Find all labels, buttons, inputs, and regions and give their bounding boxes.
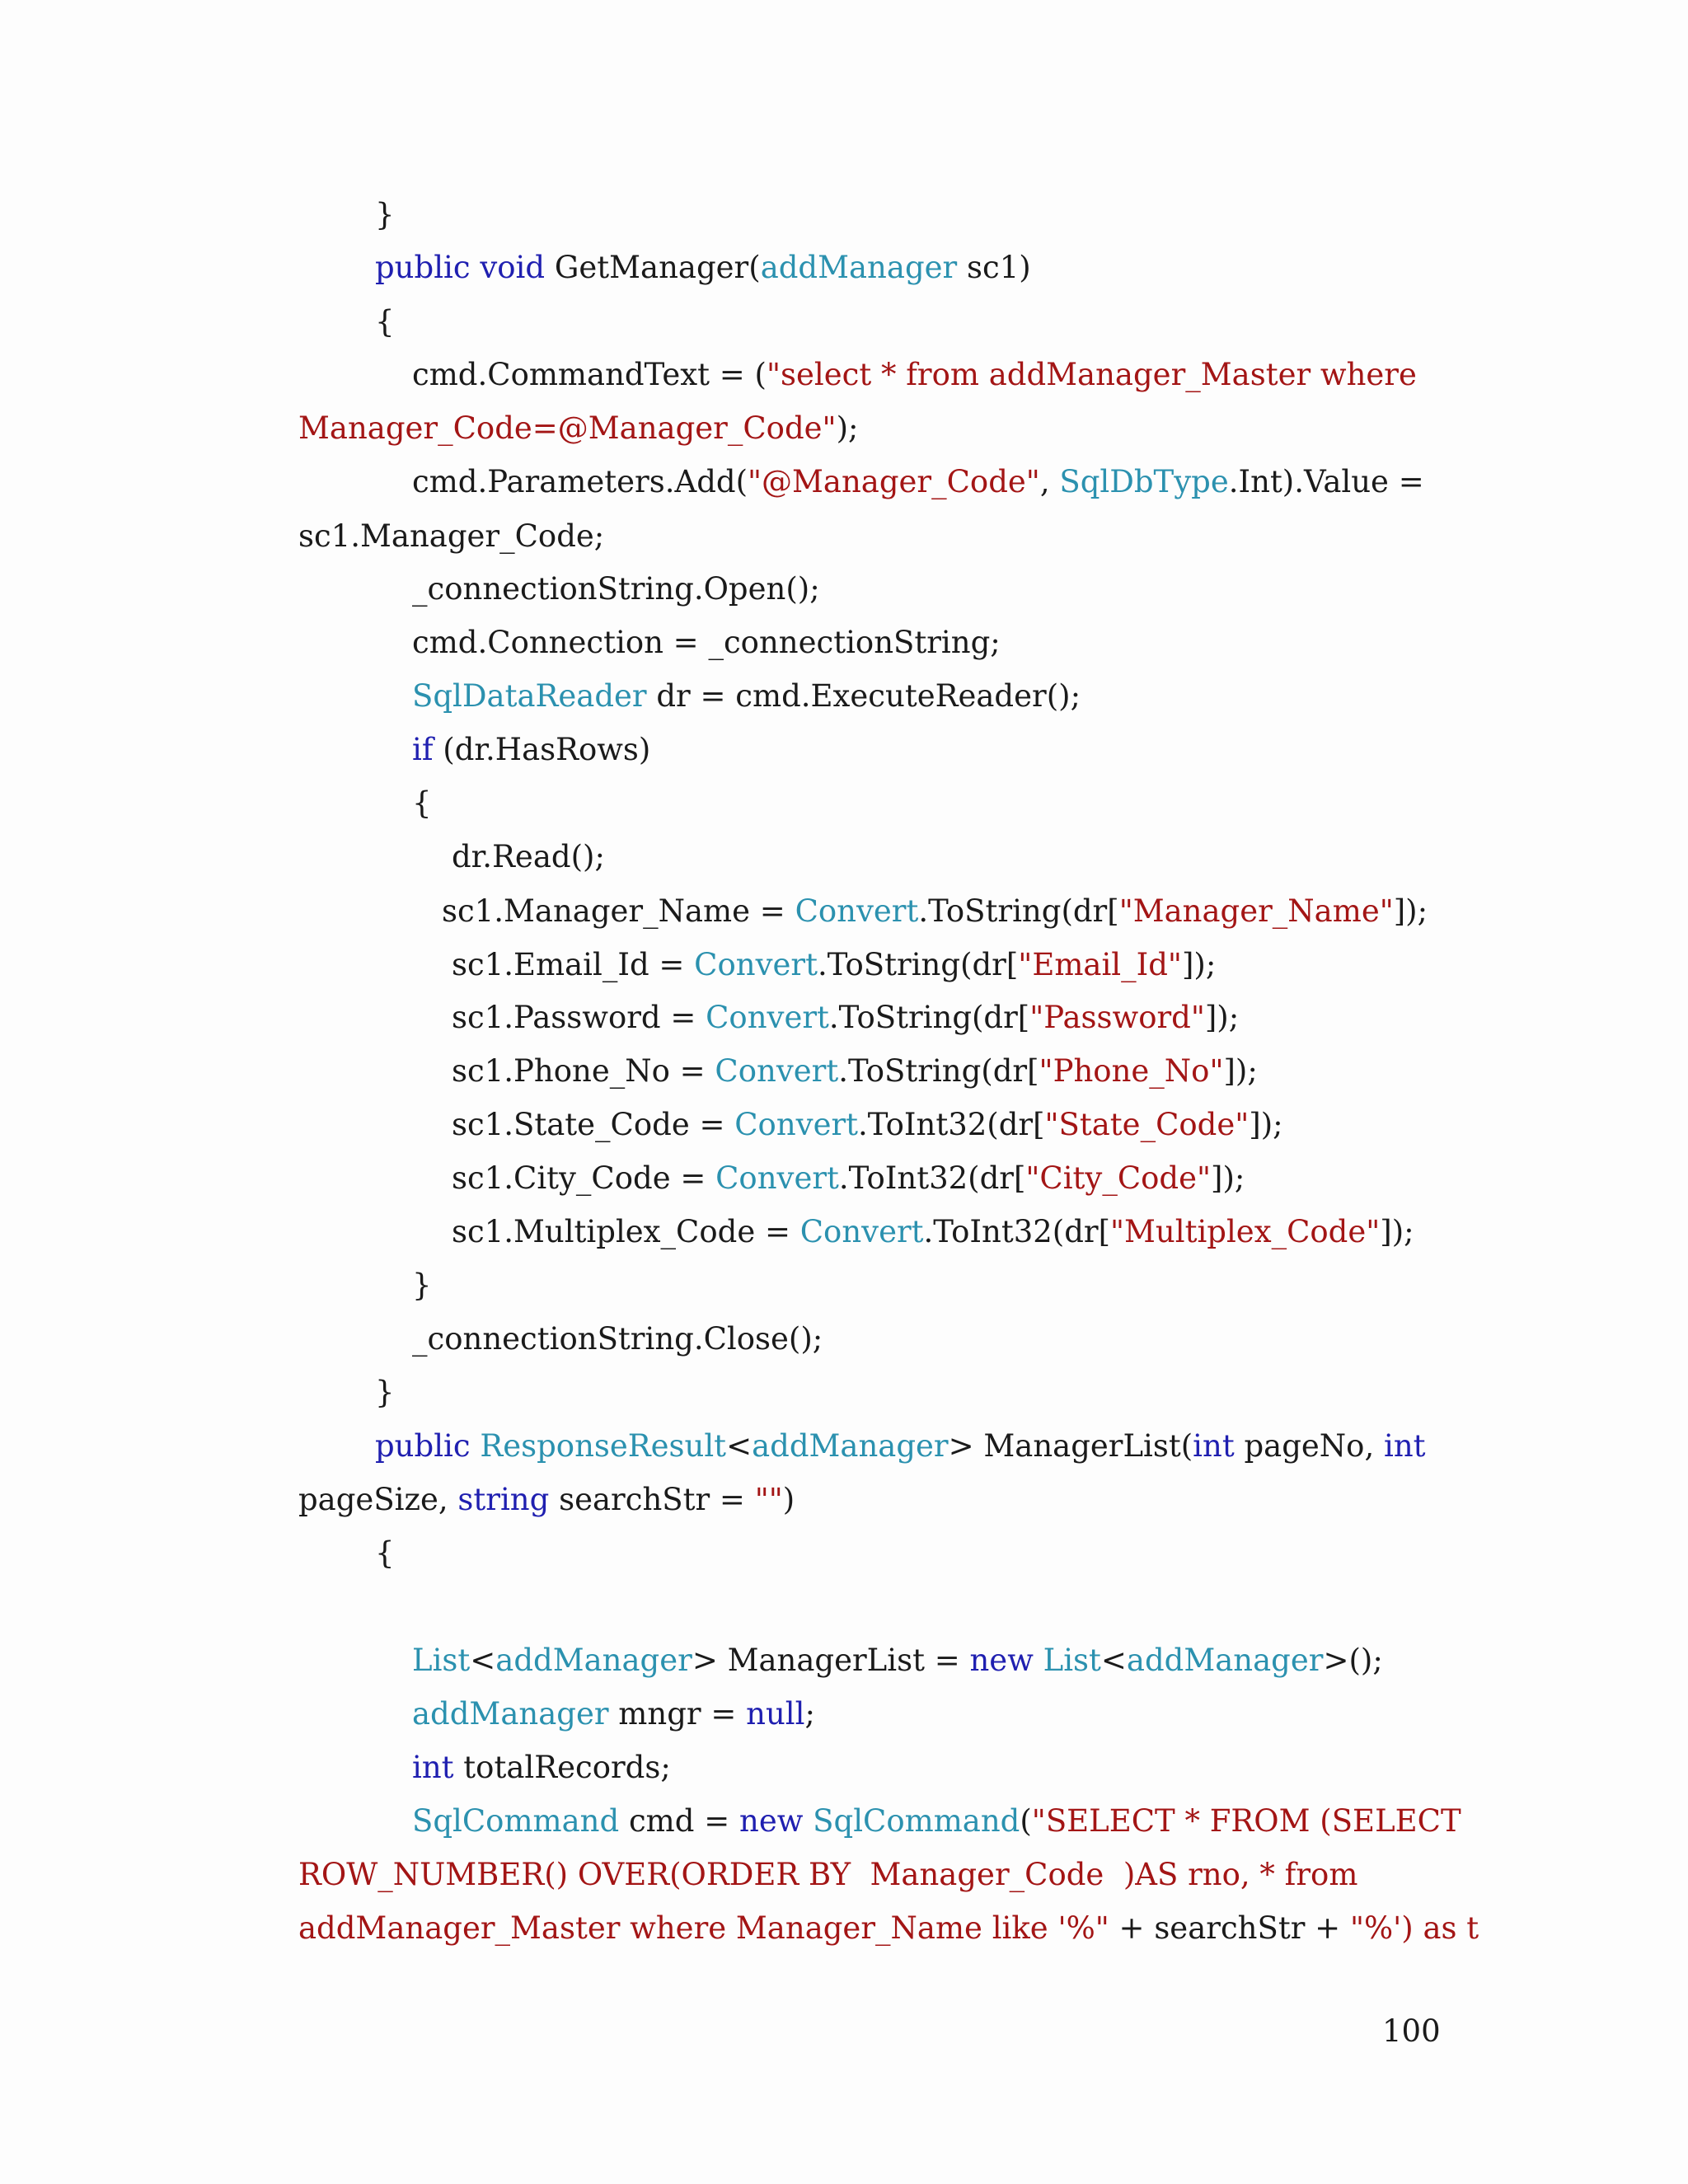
code-line [412, 1321, 823, 1357]
code-line [452, 1053, 1258, 1089]
code-line [412, 1643, 1383, 1678]
code-token: searchStr = [549, 1482, 755, 1517]
code-line [452, 949, 1216, 980]
code-token: .ToString(dr[ [817, 947, 1019, 982]
code-token: GetManager( [545, 250, 761, 285]
code-token: } [412, 1268, 432, 1303]
code-token: "" [754, 1482, 783, 1517]
code-token: int [1193, 1428, 1235, 1464]
code-token: List [1043, 1643, 1101, 1678]
code-line [452, 1002, 1239, 1033]
code-line [298, 1910, 1479, 1946]
code-line [452, 841, 605, 872]
code-token [471, 1428, 481, 1464]
code-token: sc1.Email_Id = [452, 947, 695, 982]
code-token: .Int).Value = [1228, 464, 1424, 499]
code-token: if [412, 732, 434, 767]
code-token: "City_Code" [1025, 1160, 1212, 1196]
code-token: cmd.Connection = _connectionString; [412, 625, 1001, 660]
code-token: { [412, 785, 432, 821]
code-line [412, 1270, 432, 1301]
code-line [412, 359, 1417, 390]
code-token: SqlCommand [813, 1803, 1020, 1839]
code-token: sc1.Multiplex_Code = [452, 1214, 800, 1249]
code-token: ); [836, 410, 859, 446]
code-token: dr = cmd.ExecuteReader(); [646, 678, 1081, 714]
code-line [412, 571, 820, 607]
code-line [442, 893, 1428, 929]
code-token: dr.Read(); [452, 839, 605, 874]
code-token [471, 250, 481, 285]
code-token: } [375, 1375, 395, 1410]
code-token: sc1.State_Code = [452, 1107, 735, 1142]
code-token: new [738, 1803, 804, 1839]
code-token: addManager [495, 1643, 692, 1678]
code-line [375, 252, 1031, 283]
code-token: > ManagerList = [692, 1643, 970, 1678]
code-token: sc1.Manager_Name = [442, 893, 795, 929]
code-token: int [412, 1750, 454, 1785]
code-token: addManager_Master where Manager_Name like '%" [298, 1910, 1109, 1946]
code-line [375, 1535, 395, 1571]
code-token: totalRecords; [453, 1750, 671, 1785]
code-token: >(); [1323, 1643, 1383, 1678]
code-token: SqlDataReader [412, 678, 647, 714]
code-token: < [726, 1428, 753, 1464]
code-line [412, 466, 1424, 497]
code-token: sc1.Phone_No = [452, 1053, 715, 1089]
code-token: "Multiplex_Code" [1110, 1214, 1381, 1249]
code-token: ; [804, 1696, 815, 1732]
code-token: < [470, 1643, 496, 1678]
code-token [803, 1803, 813, 1839]
code-token: ]); [1249, 1107, 1283, 1142]
code-token: .ToString(dr[ [828, 1000, 1030, 1035]
code-line [375, 1428, 1426, 1464]
code-line [375, 304, 395, 340]
code-token: null [746, 1696, 805, 1732]
code-line [412, 1696, 815, 1732]
code-token: _connectionString.Close(); [412, 1321, 823, 1357]
code-line [452, 1109, 1283, 1140]
code-token: + searchStr + [1109, 1910, 1350, 1946]
code-line [412, 1803, 1461, 1839]
code-line [298, 518, 605, 554]
code-token: _connectionString.Open(); [412, 571, 820, 607]
code-token [1034, 1643, 1043, 1678]
code-token: .ToInt32(dr[ [838, 1160, 1026, 1196]
code-line [375, 199, 395, 230]
code-token: Convert [715, 1160, 839, 1196]
code-token: ]); [1204, 1000, 1240, 1035]
code-token: string [457, 1482, 550, 1517]
code-token: public [375, 250, 471, 285]
code-token: Convert [715, 1053, 839, 1089]
code-token: (dr.HasRows) [433, 732, 651, 767]
code-token: "SELECT * FROM (SELECT [1031, 1803, 1461, 1839]
code-token: ]); [1211, 1160, 1245, 1196]
code-token: pageNo, [1234, 1428, 1384, 1464]
code-token: ( [1020, 1803, 1032, 1839]
page-number: 100 [1382, 2013, 1441, 2049]
code-line [412, 785, 432, 821]
code-token: mngr = [608, 1696, 747, 1732]
code-token: ]); [1380, 1214, 1414, 1249]
code-token: "Manager_Name" [1118, 893, 1394, 929]
code-token: ROW_NUMBER() OVER(ORDER BY Manager_Code )AS rno, * from [298, 1857, 1358, 1892]
code-token: addManager [752, 1428, 949, 1464]
code-token: "@Manager_Code" [748, 464, 1040, 499]
code-token: addManager [1126, 1643, 1324, 1678]
code-token: Convert [734, 1107, 859, 1142]
code-line [452, 1216, 1414, 1247]
code-token: .ToInt32(dr[ [858, 1107, 1045, 1142]
code-token: new [969, 1643, 1034, 1678]
code-token: Manager_Code=@Manager_Code" [298, 410, 837, 446]
code-token: } [375, 197, 395, 232]
code-token: ResponseResult [480, 1428, 727, 1464]
code-token: sc1.City_Code = [452, 1160, 716, 1196]
code-token: "State_Code" [1044, 1107, 1250, 1142]
code-token: .ToString(dr[ [918, 893, 1119, 929]
code-token: addManager [760, 250, 958, 285]
code-token: Convert [795, 893, 919, 929]
code-token: "Email_Id" [1018, 947, 1182, 982]
code-token: .ToInt32(dr[ [923, 1214, 1111, 1249]
code-token: public [375, 1428, 471, 1464]
code-token: > ManagerList( [948, 1428, 1193, 1464]
code-token: ) [782, 1482, 795, 1517]
code-token: Convert [694, 947, 818, 982]
code-line [298, 1859, 1357, 1890]
code-token: "%') as t [1349, 1910, 1479, 1946]
code-token: "Password" [1029, 1000, 1205, 1035]
code-line [412, 678, 1081, 714]
code-token: SqlCommand [412, 1803, 620, 1839]
code-token: sc1) [957, 250, 1031, 285]
code-token: cmd = [619, 1803, 739, 1839]
code-line [452, 1160, 1245, 1196]
code-token: void [480, 250, 546, 285]
code-token: < [1100, 1643, 1127, 1678]
code-line [412, 734, 650, 765]
code-token: sc1.Manager_Code; [298, 518, 605, 554]
code-token: pageSize, [298, 1482, 458, 1517]
code-token: Convert [799, 1214, 924, 1249]
code-token: cmd.Parameters.Add( [412, 464, 748, 499]
code-line [412, 1752, 671, 1783]
code-token: Convert [706, 1000, 829, 1035]
code-token: SqlDbType [1059, 464, 1229, 499]
code-token: List [412, 1643, 471, 1678]
code-token: { [375, 1535, 395, 1571]
code-token: addManager [412, 1696, 609, 1732]
code-token: ]); [1181, 947, 1217, 982]
code-token: cmd.CommandText = ( [412, 357, 767, 392]
code-token: { [375, 304, 395, 340]
code-token: ]); [1223, 1053, 1258, 1089]
code-line [375, 1377, 395, 1408]
code-token: int [1383, 1428, 1426, 1464]
code-token: , [1039, 464, 1060, 499]
code-token: ]); [1393, 893, 1428, 929]
code-line [298, 410, 859, 446]
code-token: sc1.Password = [452, 1000, 706, 1035]
code-line [298, 1484, 795, 1515]
code-line [412, 627, 1001, 658]
code-token: .ToString(dr[ [838, 1053, 1039, 1089]
code-token: "Phone_No" [1039, 1053, 1224, 1089]
code-token: "select * from addManager_Master where [766, 357, 1417, 392]
